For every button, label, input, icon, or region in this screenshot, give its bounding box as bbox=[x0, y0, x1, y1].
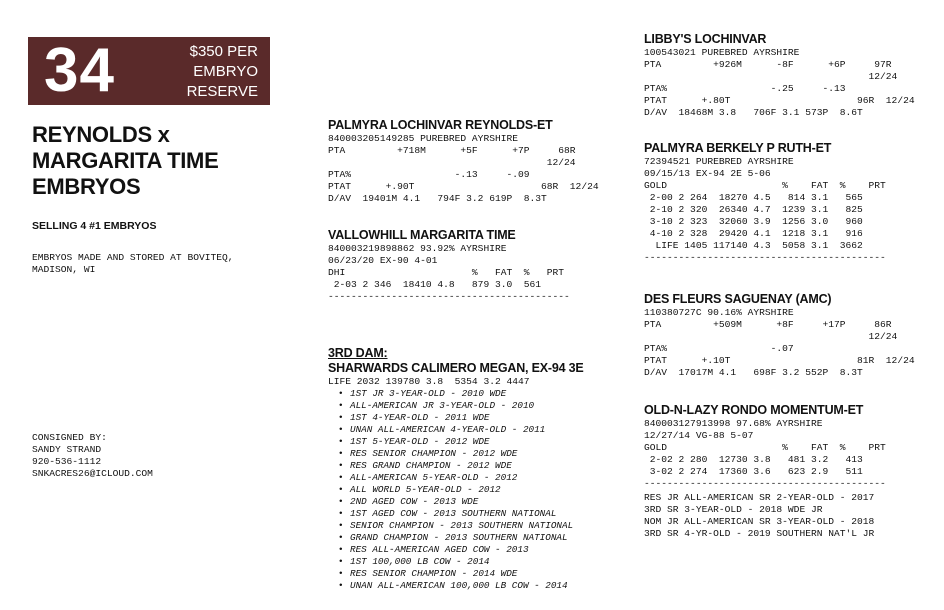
price-line: EMBRYO bbox=[193, 63, 258, 80]
award-item: • 2ND AGED COW - 2013 WDE bbox=[328, 496, 584, 508]
ruth-name: PALMYRA BERKELY P RUTH-ET bbox=[644, 141, 832, 155]
price-line: $350 PER bbox=[189, 43, 258, 60]
headline bbox=[32, 122, 218, 200]
third-dam-awards bbox=[328, 388, 584, 592]
headline-line: MARGARITA TIME bbox=[32, 148, 219, 173]
libby-block bbox=[644, 32, 915, 119]
award-item: • ALL-AMERICAN JR 3-YEAR-OLD - 2010 bbox=[328, 400, 584, 412]
momentum-honors: RES JR ALL-AMERICAN SR 2-YEAR-OLD - 2017 3RD SR 3-YEAR-OLD - 2018 WDE JR NOM JR ALL-AMERICAN SR 3-YEAR-OLD - 2018 3RD SR 4-YR-OLD - 2019 SOUTHERN NAT'L JR bbox=[644, 492, 875, 539]
award-item: • 1ST 4-YEAR-OLD - 2011 WDE bbox=[328, 412, 584, 424]
headline-line: REYNOLDS x bbox=[32, 122, 170, 147]
award-item: • GRAND CHAMPION - 2013 SOUTHERN NATIONAL bbox=[328, 532, 584, 544]
third-dam-block bbox=[328, 346, 584, 592]
lot-number: 34 bbox=[44, 36, 115, 105]
third-dam-label: 3RD DAM: bbox=[328, 346, 388, 360]
consignor-info: CONSIGNED BY: SANDY STRAND 920-536-1112 SNKACRES26@ICLOUD.COM bbox=[32, 432, 153, 479]
award-item: • 1ST AGED COW - 2013 SOUTHERN NATIONAL bbox=[328, 508, 584, 520]
award-item: • ALL-AMERICAN 5-YEAR-OLD - 2012 bbox=[328, 472, 584, 484]
ruth-stats: 72394521 PUREBRED AYRSHIRE 09/15/13 EX-94 2E 5-06 GOLD % FAT % PRT 2-00 2 264 18270 4.5 814 3.1 565 2-10 2 320 26340 4.7 1239 3.1 825 3-10 2 323 32060 3.9 1256 3.0 960 4-10 2 328 29420 4.1 1218 3.1 916 LIFE 1405 117140 4.3 5058 3.1 3662 ------------------------------------------ bbox=[644, 156, 886, 263]
price-line: RESERVE bbox=[186, 83, 258, 100]
third-dam-life: LIFE 2032 139780 3.8 5354 3.2 4447 bbox=[328, 376, 530, 387]
momentum-block bbox=[644, 403, 886, 540]
award-item: • ALL WORLD 5-YEAR-OLD - 2012 bbox=[328, 484, 584, 496]
sire-stats: 840003205149285 PUREBRED AYRSHIRE PTA +718M +5F +7P 68R 12/24 PTA% -.13 -.09 PTAT +.90T 68R 12/24 D/AV 19401M 4.1 794F 3.2 619P 8.3T bbox=[328, 133, 599, 204]
saguenay-stats: 110380727C 90.16% AYRSHIRE PTA +509M +8F +17P 86R 12/24 PTA% -.07 PTAT +.10T 81R 12/24 D/AV 17017M 4.1 698F 3.2 552P 8.3T bbox=[644, 307, 915, 378]
libby-name: LIBBY'S LOCHINVAR bbox=[644, 32, 767, 46]
award-item: • RES GRAND CHAMPION - 2012 WDE bbox=[328, 460, 584, 472]
momentum-name: OLD-N-LAZY RONDO MOMENTUM-ET bbox=[644, 403, 864, 417]
dam-stats: 840003219898862 93.92% AYRSHIRE 06/23/20 EX-90 4-01 DHI % FAT % PRT 2-03 2 346 18410 4.8 879 3.0 561 ------------------------------------------ bbox=[328, 243, 570, 302]
saguenay-block bbox=[644, 292, 915, 379]
headline-line: EMBRYOS bbox=[32, 174, 141, 199]
saguenay-name: DES FLEURS SAGUENAY (AMC) bbox=[644, 292, 832, 306]
award-item: • UNAN ALL-AMERICAN 4-YEAR-OLD - 2011 bbox=[328, 424, 584, 436]
ruth-block bbox=[644, 141, 886, 264]
award-item: • 1ST JR 3-YEAR-OLD - 2010 WDE bbox=[328, 388, 584, 400]
lot-box bbox=[28, 37, 270, 105]
award-item: • RES SENIOR CHAMPION - 2014 WDE bbox=[328, 568, 584, 580]
dam-block bbox=[328, 228, 570, 303]
award-item: • UNAN ALL-AMERICAN 100,000 LB COW - 2014 bbox=[328, 580, 584, 592]
dam-name: VALLOWHILL MARGARITA TIME bbox=[328, 228, 516, 242]
selling-note: SELLING 4 #1 EMBRYOS bbox=[32, 220, 157, 232]
libby-stats: 100543021 PUREBRED AYRSHIRE PTA +926M -8F +6P 97R 12/24 PTA% -.25 -.13 PTAT +.80T 96R 12/24 D/AV 18468M 3.8 706F 3.1 573P 8.6T bbox=[644, 47, 915, 118]
momentum-stats: 840003127913998 97.68% AYRSHIRE 12/27/14 VG-88 5-07 GOLD % FAT % PRT 2-02 2 280 12730 3.8 481 3.2 413 3-02 2 274 17360 3.6 623 2.9 511 ------------------------------------------ bbox=[644, 418, 886, 489]
sire-name: PALMYRA LOCHINVAR REYNOLDS-ET bbox=[328, 118, 553, 132]
sire-block bbox=[328, 118, 599, 205]
third-dam-name: SHARWARDS CALIMERO MEGAN, EX-94 3E bbox=[328, 361, 584, 375]
award-item: • RES ALL-AMERICAN AGED COW - 2013 bbox=[328, 544, 584, 556]
award-item: • 1ST 5-YEAR-OLD - 2012 WDE bbox=[328, 436, 584, 448]
award-item: • SENIOR CHAMPION - 2013 SOUTHERN NATIONAL bbox=[328, 520, 584, 532]
embryo-storage-note: EMBRYOS MADE AND STORED AT BOVITEQ, MADISON, WI bbox=[32, 252, 234, 275]
lot-price bbox=[187, 42, 258, 102]
award-item: • 1ST 100,000 LB COW - 2014 bbox=[328, 556, 584, 568]
award-item: • RES SENIOR CHAMPION - 2012 WDE bbox=[328, 448, 584, 460]
